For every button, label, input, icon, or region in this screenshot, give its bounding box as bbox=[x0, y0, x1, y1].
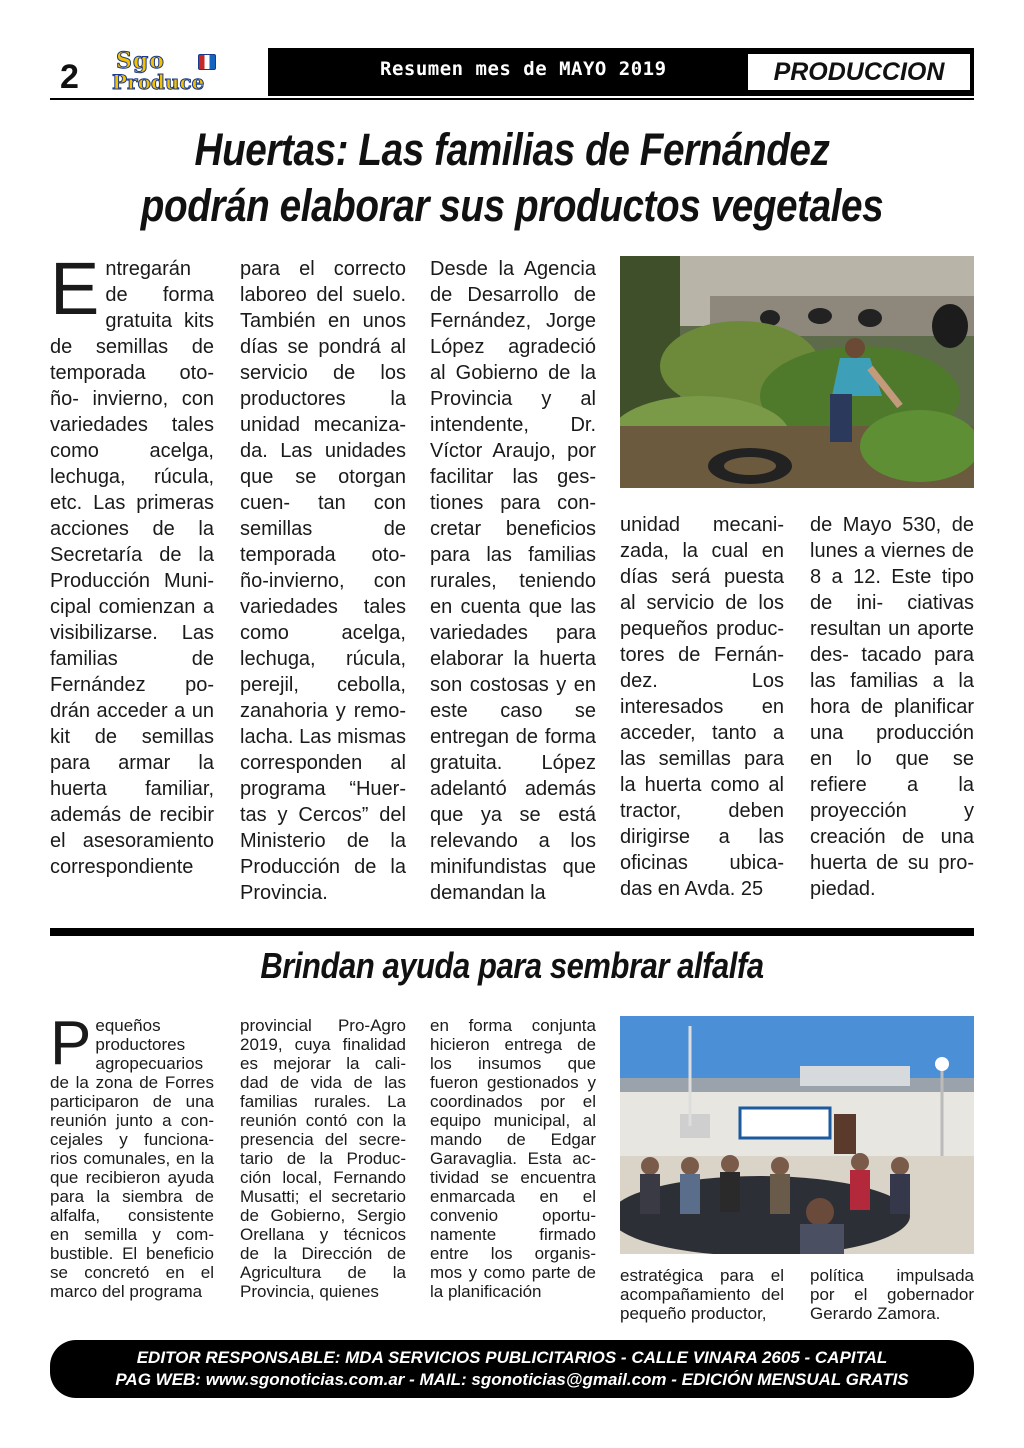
article2-col3-text: en forma conjunta hicieron entrega de los insumos que fueron gestionados y coordinados por el equipo municipal, al mando de Edgar Garavaglia. Esta ac- tividad se encuentra enmarcada en el convenio oportu- namente firmado entre los organis- mos y como parte de la planificación bbox=[430, 1016, 596, 1301]
page-number: 2 bbox=[60, 58, 79, 96]
sgo-produce-logo bbox=[112, 48, 256, 96]
article1-col3-text: Desde la Agencia de Desarrollo de Fernández, Jorge López agradeció al Gobierno de la Provincia y al intendente, Dr. Víctor Araujo, por facilitar las ges- tiones para con- cretar beneficios para las familias rurales, teniendo en cuenta que las variedades para elaborar la huerta son costosas y en este caso se entregan de forma gratuita. López adelantó además que ya se está relevando a los minifundistas que demandan la bbox=[430, 258, 596, 904]
article1-column-3 bbox=[430, 256, 596, 906]
issue-summary: Resumen mes de MAYO 2019 bbox=[380, 58, 667, 80]
footer-banner bbox=[50, 1340, 974, 1398]
article1-column-4 bbox=[620, 512, 784, 902]
logo-line1: Sgo bbox=[116, 48, 165, 74]
section-divider bbox=[50, 928, 974, 936]
article2-dropcap: P bbox=[50, 1009, 92, 1078]
footer-editor-line: EDITOR RESPONSABLE: MDA SERVICIOS PUBLICITARIOS - CALLE VINARA 2605 - CAPITAL bbox=[136, 1348, 888, 1367]
section-label: PRODUCCION bbox=[748, 54, 970, 90]
article2-column-5 bbox=[810, 1266, 974, 1323]
article1-col1-text: ntregarán de forma gratuita kits de semillas de temporada oto- ño- invierno, con variedades tales como acelga, lechuga, rúcula, etc. Las primeras acciones de la Secretaría de la Producción Muni- cipal comienzan a visibilizarse. Las familias de Fernández po- drán acceder a un kit de semillas para armar la huerta familiar, además de recibir el asesoramiento correspondiente bbox=[50, 258, 214, 878]
header-rule bbox=[50, 98, 974, 100]
article2-column-2 bbox=[240, 1016, 406, 1301]
article1-col5-text: de Mayo 530, de lunes a viernes de 8 a 12. Este tipo de ini- ciativas resultan un aporte des- tacado para las familias a la hora de planificar una producción en lo que se refiere a la proyección y creación de una huerta de su pro- piedad. bbox=[810, 514, 974, 900]
article2-col5-text: política impulsada por el gobernador Gerardo Zamora. bbox=[810, 1266, 974, 1323]
footer-contact-line: PAG WEB: www.sgonoticias.com.ar - MAIL: sgonoticias@gmail.com - EDICIÓN MENSUAL GRATIS bbox=[115, 1370, 909, 1389]
article1-column-5 bbox=[810, 512, 974, 902]
article1-column-1 bbox=[50, 247, 214, 880]
article1-title-line2: podrán elaborar sus productos vegetales bbox=[140, 180, 884, 231]
garden-photo bbox=[620, 256, 974, 488]
article1-dropcap: E bbox=[50, 247, 100, 330]
article1-title-line1: Huertas: Las familias de Fernández bbox=[194, 124, 830, 175]
article2-column-4 bbox=[620, 1266, 784, 1323]
alfalfa-meeting-photo bbox=[620, 1016, 974, 1254]
article2-column-3 bbox=[430, 1016, 596, 1301]
logo-line2: Produce bbox=[112, 70, 205, 94]
article1-column-2 bbox=[240, 256, 406, 906]
article2-column-1 bbox=[50, 1009, 214, 1301]
article2-col4-text: estratégica para el acompañamiento del pequeño productor, bbox=[620, 1266, 784, 1323]
article1-col4-text: unidad mecani- zada, la cual en días será puesta al servicio de los pequeños produc- tores de Fernán- dez. Los interesados en acceder, tanto a las semillas para la huerta como al tractor, deben dirigirse a las oficinas ubica- das en Avda. 25 bbox=[620, 514, 784, 900]
article2-title: Brindan ayuda para sembrar alfalfa bbox=[260, 945, 764, 986]
header-bar bbox=[268, 48, 974, 96]
flag-icon bbox=[198, 54, 216, 70]
article1-col2-text: para el correcto laboreo del suelo. También en unos días se pondrá al servicio de los productores la unidad mecaniza- da. Las unidades que se otorgan cuen- tan con semillas de temporada oto- ño-invierno, con variedades tales como acelga, lechuga, rúcula, perejil, cebolla, zanahoria y remo- lacha. Las mismas corresponden al programa “Huer- tas y Cercos” del Ministerio de la Producción de la Provincia. bbox=[240, 258, 406, 904]
article2-col1-text: equeños productores agropecuarios de la zona de Forres participaron de una reunión junto a con- cejales y funciona- rios comunales, en la que recibieron ayuda para la siembra de alfalfa, consistente en semilla y com- bustible. El beneficio se concretó en el marco del programa bbox=[50, 1016, 214, 1301]
article1-title bbox=[115, 122, 910, 234]
article2-col2-text: provincial Pro-Agro 2019, cuya finalidad es mejorar la cali- dad de vida de las familias rurales. La reunión contó con la presencia del secre- tario de la Produc- ción local, Fernando Musatti; el secretario de Gobierno, Sergio Orellana y técnicos de la Dirección de Agricultura de la Provincia, quienes bbox=[240, 1016, 406, 1301]
